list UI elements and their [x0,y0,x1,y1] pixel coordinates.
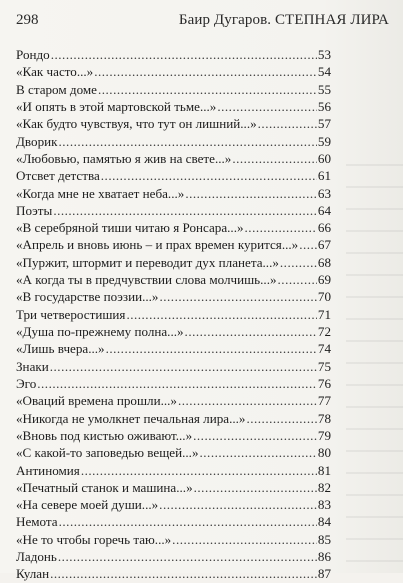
toc-leader-dots [101,167,317,184]
toc-leader-dots [59,133,317,150]
toc-entry-title: Три четверостишия [16,306,126,322]
toc-entry [16,63,331,80]
toc-leader-dots [245,219,317,236]
toc-leader-dots [53,202,317,219]
toc-entry [16,271,331,288]
toc-entry-title: «Вновь под кистью оживают...» [16,427,193,443]
toc-entry-page: 71 [317,306,331,322]
toc-leader-dots [217,98,317,115]
toc-entry-title: «И опять в этой мартовской тьме...» [16,98,217,114]
toc-entry-title: «Как часто...» [16,64,94,80]
toc-entry-title: «Лишь вчера...» [16,341,105,357]
toc-entry-page: 77 [317,393,331,409]
toc-entry [16,254,331,271]
toc-entry-page: 68 [317,254,331,270]
toc-leader-dots [126,306,316,323]
toc-entry [16,565,331,582]
toc-entry-page: 69 [317,272,331,288]
toc-entry-title: «В государстве поэзии...» [16,289,159,305]
toc-entry [16,462,331,479]
toc-entry-title: В старом доме [16,81,97,97]
toc-entry-title: «Оваций времена прошли...» [16,393,177,409]
toc-entry-page: 84 [317,514,331,530]
toc-entry [16,202,331,219]
toc-entry-page: 82 [317,479,331,495]
toc-entry-title: «Апрель и вновь июнь – и прах времен курится...» [16,237,299,253]
toc-entry-title: Поэты [16,202,53,218]
toc-entry-page: 61 [317,168,331,184]
toc-entry-title: «Не то чтобы горечь таю...» [16,531,172,547]
toc-leader-dots [50,358,317,375]
toc-entry-page: 67 [317,237,331,253]
toc-entry [16,323,331,340]
toc-entry-title: «А когда ты в предчувствии слова молчишь...» [16,272,277,288]
toc-entry [16,375,331,392]
toc-entry-page: 57 [317,116,331,132]
toc-entry-title: «С какой-то заповедью вещей...» [16,445,199,461]
toc-entry [16,46,331,63]
toc-entry [16,288,331,305]
toc-entry-page: 63 [317,185,331,201]
bleed-through-text [346,150,403,573]
toc-entry [16,150,331,167]
toc-entry-title: «Как будто чувствуя, что тут он лишний...» [16,116,257,132]
toc-leader-dots [299,236,317,253]
toc-entry-page: 81 [317,462,331,478]
toc-leader-dots [59,513,317,530]
toc-entry [16,167,331,184]
toc-leader-dots [194,479,317,496]
toc-entry [16,219,331,236]
toc-leader-dots [246,410,316,427]
toc-entry-page: 76 [317,375,331,391]
toc-entry-page: 85 [317,531,331,547]
toc-entry-page: 53 [317,47,331,62]
toc-leader-dots [278,271,317,288]
toc-entry [16,479,331,496]
table-of-contents [16,46,331,583]
toc-entry-title: «В серебряной тиши читаю я Ронсара...» [16,220,244,236]
toc-entry-title: Ладонь [16,549,57,565]
toc-leader-dots [94,63,317,80]
toc-entry-title: Отсвет детства [16,168,100,184]
toc-entry-page: 70 [317,289,331,305]
toc-entry-page: 79 [317,427,331,443]
toc-leader-dots [50,565,317,582]
toc-entry-page: 60 [317,150,331,166]
toc-entry-page: 59 [317,133,331,149]
toc-leader-dots [159,496,317,513]
toc-entry [16,410,331,427]
toc-leader-dots [172,531,317,548]
toc-entry-title: Рондо [16,47,50,62]
toc-leader-dots [81,462,317,479]
toc-entry-title: Антиномия [16,462,80,478]
toc-leader-dots [98,81,317,98]
toc-entry [16,340,331,357]
toc-leader-dots [280,254,317,271]
toc-entry-title: Кулан [16,566,50,582]
toc-entry [16,427,331,444]
toc-leader-dots [185,185,317,202]
toc-entry-title: «Душа по-прежнему полна...» [16,324,184,339]
toc-entry-title: «Пуржит, штормит и переводит дух планета...» [16,254,279,270]
toc-leader-dots [178,392,317,409]
toc-entry-title: «Любовью, памятью я жив на свете...» [16,150,232,166]
toc-entry-page: 64 [317,202,331,218]
toc-entry-title: Знаки [16,358,49,374]
toc-entry-page: 86 [317,549,331,565]
toc-entry-title: «Печатный станок и машина...» [16,479,193,495]
toc-entry-title: «Когда мне не хватает неба...» [16,185,185,201]
toc-entry [16,98,331,115]
toc-entry-page: 78 [317,410,331,426]
toc-entry-page: 83 [317,497,331,513]
toc-entry-page: 54 [317,64,331,80]
page-number: 298 [16,12,39,28]
toc-leader-dots [258,115,317,132]
toc-leader-dots [185,323,317,340]
toc-leader-dots [193,427,317,444]
toc-entry [16,548,331,565]
toc-leader-dots [106,340,317,357]
toc-entry-page: 56 [317,98,331,114]
toc-entry-page: 66 [317,220,331,236]
toc-entry [16,496,331,513]
running-title: Баир Дугаров. СТЕПНАЯ ЛИРА [178,12,389,28]
toc-leader-dots [200,444,317,461]
toc-entry [16,358,331,375]
toc-entry [16,81,331,98]
toc-entry [16,115,331,132]
toc-leader-dots [51,46,317,63]
toc-entry [16,133,331,150]
toc-entry-page: 72 [317,324,331,339]
toc-entry-page: 80 [317,445,331,461]
toc-entry [16,236,331,253]
toc-entry-title: Дворик [16,133,58,149]
toc-leader-dots [37,375,317,392]
page-header [16,12,389,32]
toc-entry [16,306,331,323]
toc-entry-title: «На севере моей души...» [16,497,159,513]
toc-entry [16,531,331,548]
toc-entry [16,392,331,409]
toc-leader-dots [159,288,316,305]
toc-leader-dots [58,548,317,565]
toc-entry [16,513,331,530]
toc-entry-page: 87 [317,566,331,582]
toc-entry-page: 75 [317,358,331,374]
toc-entry-title: Немота [16,514,58,530]
toc-entry-title: Эго [16,375,37,391]
toc-entry-page: 55 [317,81,331,97]
toc-entry-title: «Никогда не умолкнет печальная лира...» [16,410,246,426]
toc-entry-page: 74 [317,341,331,357]
toc-leader-dots [232,150,317,167]
toc-entry [16,444,331,461]
toc-entry [16,185,331,202]
